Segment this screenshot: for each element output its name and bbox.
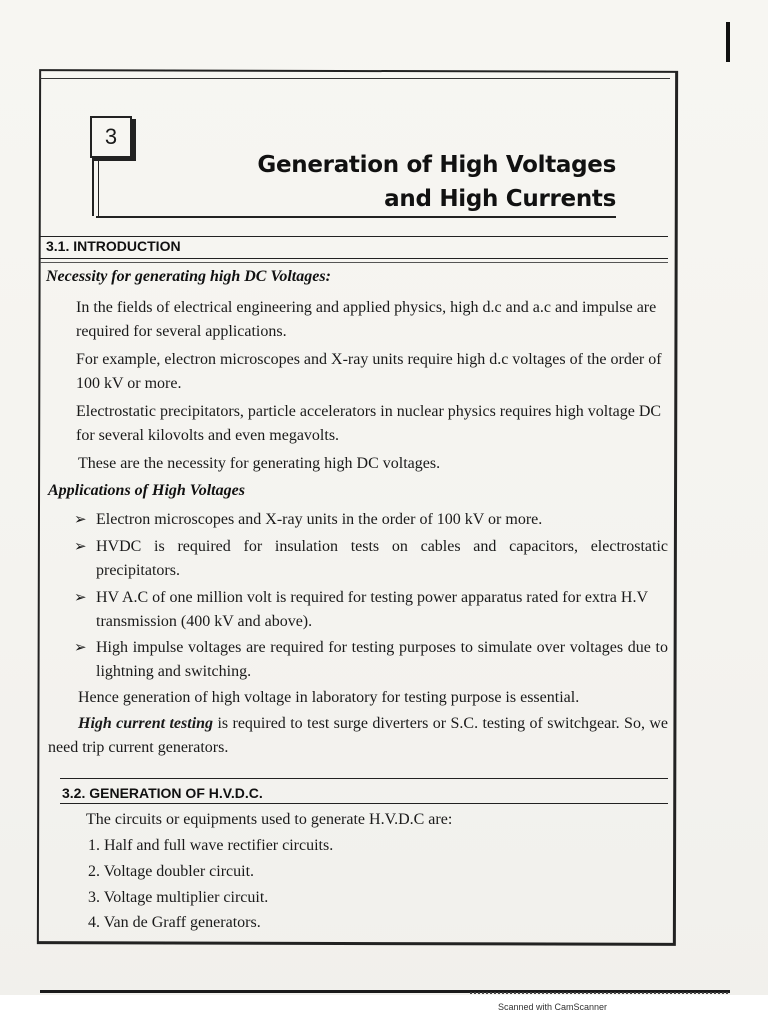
- chapter-flag-stem: [92, 156, 99, 216]
- section-rule-bottom: [40, 258, 668, 259]
- list-number: 2.: [88, 863, 100, 880]
- list-text: Voltage doubler circuit.: [103, 863, 255, 880]
- list-item: [88, 860, 254, 884]
- chapter-title-line1: Generation of High Voltages: [257, 152, 616, 178]
- bullet-arrow-icon: ➢: [74, 640, 87, 656]
- hvdc-intro: The circuits or equipments used to generate H.V.D.C are:: [86, 811, 453, 828]
- paragraph-high-current: [48, 712, 668, 760]
- paragraph-conclusion: Hence generation of high voltage in laboratory for testing purpose is essential.: [78, 689, 580, 706]
- chapter-title-line2: and High Currents: [384, 186, 616, 212]
- paragraph-4: These are the necessity for generating high DC voltages.: [78, 455, 441, 472]
- scan-credit: Scanned with CamScanner: [498, 1002, 608, 1012]
- paragraph-1: In the fields of electrical engineering and applied physics, high d.c and a.c and impulse are required for several applications.: [76, 299, 657, 340]
- paragraph-2: For example, electron microscopes and X-ray units require high d.c voltages of the order of 100 kV or more.: [76, 351, 662, 392]
- list-item: [88, 886, 268, 910]
- list-number: 3.: [88, 889, 100, 906]
- subheading-necessity: Necessity for generating high DC Voltages:: [46, 268, 331, 285]
- bullet-item: HVDC is required for insulation tests on cables and capacitors, electrostatic precipitators.: [96, 538, 668, 579]
- section-heading-hvdc: 3.2. GENERATION OF H.V.D.C.: [62, 785, 263, 801]
- section-heading-introduction: 3.1. INTRODUCTION: [46, 238, 181, 254]
- bullet-arrow-icon: ➢: [74, 590, 87, 606]
- bullet-item: Electron microscopes and X-ray units in the order of 100 kV or more.: [96, 511, 543, 528]
- section-rule-top: [40, 236, 668, 237]
- list-number: 4.: [88, 914, 100, 931]
- list-item: [88, 911, 261, 935]
- section-rule-bottom: [60, 803, 668, 804]
- paragraph-3: Electrostatic precipitators, particle accelerators in nuclear physics requires high voltage DC for several kilovolts and even megavolts.: [76, 403, 662, 444]
- high-current-emphasis: High current testing: [78, 715, 214, 732]
- section-rule-double: [40, 262, 668, 263]
- high-current-text: is required to test surge diverters or S.C. testing of switchgear. So, we need trip current generators.: [48, 715, 669, 756]
- bullet-arrow-icon: ➢: [74, 512, 87, 528]
- chapter-title: [257, 148, 616, 216]
- chapter-number: 3: [104, 124, 118, 149]
- bullet-item: High impulse voltages are required for testing purposes to simulate over voltages due to lightning and switching.: [96, 639, 668, 680]
- title-rule: [96, 216, 616, 218]
- bullet-arrow-icon: ➢: [74, 539, 87, 555]
- page-edge-mark: [726, 22, 730, 62]
- list-item: [88, 834, 333, 858]
- bullet-item: HV A.C of one million volt is required for testing power apparatus rated for extra H.V transmission (400 kV and above).: [96, 589, 648, 630]
- list-text: Van de Graff generators.: [103, 914, 261, 931]
- chapter-number-box: [90, 116, 132, 158]
- section-rule-top: [60, 778, 668, 779]
- scan-margin: [0, 995, 768, 1024]
- list-text: Half and full wave rectifier circuits.: [104, 837, 334, 854]
- list-text: Voltage multiplier circuit.: [103, 889, 269, 906]
- scan-dots: [470, 992, 730, 994]
- subheading-applications: Applications of High Voltages: [48, 482, 245, 499]
- frame-inner-rule: [40, 78, 670, 79]
- list-number: 1.: [88, 837, 100, 854]
